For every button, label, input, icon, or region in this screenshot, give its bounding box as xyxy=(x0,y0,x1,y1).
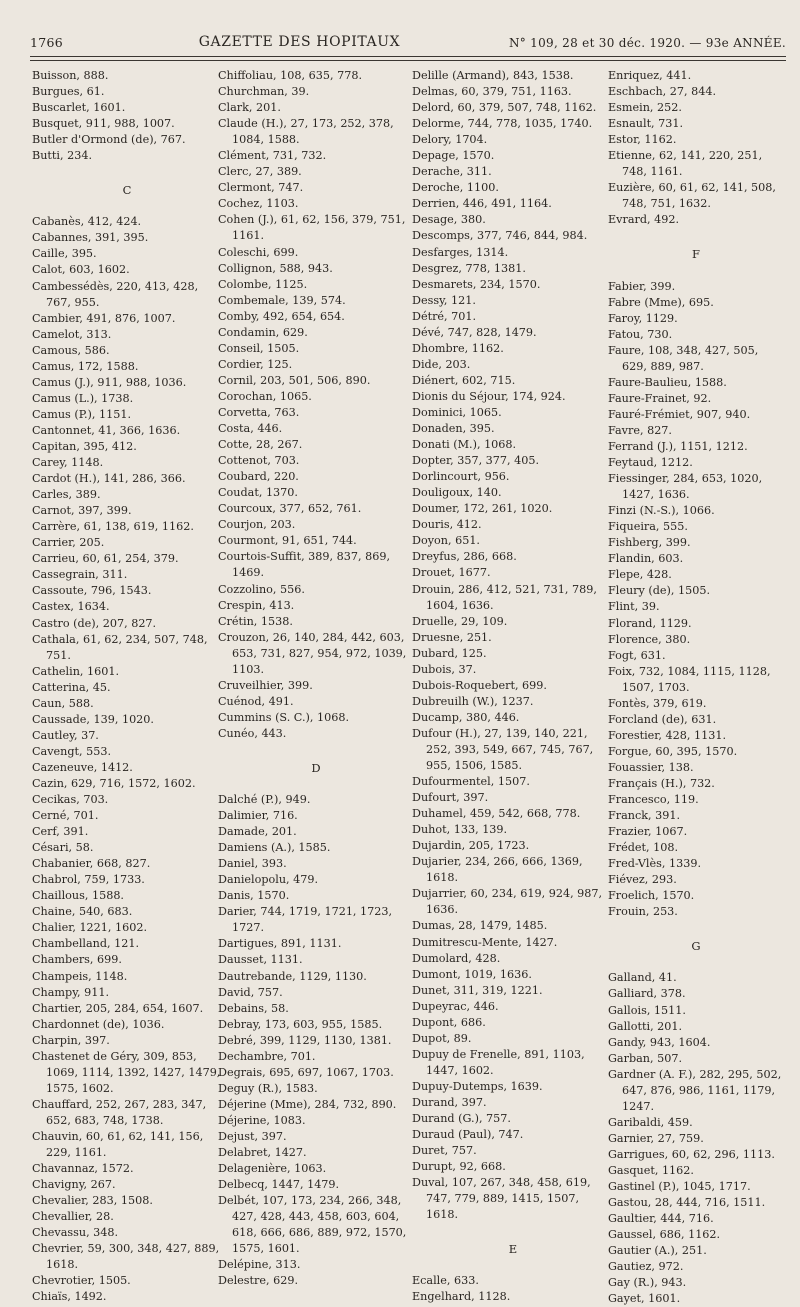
index-entry: Chaine, 540, 683. xyxy=(32,905,133,919)
index-entry: Duraud (Paul), 747. xyxy=(412,1128,524,1142)
index-entry: Gastinel (P.), 1045, 1717. xyxy=(608,1180,751,1194)
index-column-1 xyxy=(32,68,222,1304)
index-entry: Dumitrescu-Mente, 1427. xyxy=(412,935,558,949)
index-entry: Chauvin, 60, 61, 62, 141, 156, 229, 1161. xyxy=(32,1130,204,1160)
section-letter: C xyxy=(122,183,132,198)
index-entry: Esmein, 252. xyxy=(608,101,682,115)
index-entry: Faure-Baulieu, 1588. xyxy=(608,375,727,389)
index-entry: Chaillous, 1588. xyxy=(32,889,124,903)
index-entry: Gaussel, 686, 1162. xyxy=(608,1228,721,1242)
index-entry: Capitan, 395, 412. xyxy=(32,439,137,453)
index-entry: Gasquet, 1162. xyxy=(608,1164,694,1177)
index-entry: Delépine, 313. xyxy=(218,1258,301,1272)
index-entry: Delagenière, 1063. xyxy=(218,1162,327,1176)
index-column-2 xyxy=(218,68,414,1288)
index-entry: Drouet, 1677. xyxy=(412,566,491,580)
index-entry: Dionis du Séjour, 174, 924. xyxy=(412,389,566,403)
index-entry: Donaden, 395. xyxy=(412,422,495,436)
index-entry: Coudat, 1370. xyxy=(218,486,298,500)
index-entry: Eschbach, 27, 844. xyxy=(608,85,717,99)
index-entry: Druelle, 29, 109. xyxy=(412,614,508,628)
index-entry: Esnault, 731. xyxy=(608,117,684,131)
index-entry: Camus (L.), 1738. xyxy=(32,391,134,405)
index-entry: Chevalier, 283, 1508. xyxy=(32,1194,153,1208)
index-entry: Garibaldi, 459. xyxy=(608,1115,693,1129)
index-entry: Chastenet de Géry, 309, 853, 1069, 1114, 1392, 1427, 1479, 1575, 1602. xyxy=(32,1049,221,1095)
index-entry: Chambers, 699. xyxy=(32,953,122,967)
index-entry: Collignon, 588, 943. xyxy=(218,261,333,275)
index-entry: Chabrol, 759, 1733. xyxy=(32,873,145,887)
index-entry: Corvetta, 763. xyxy=(218,405,300,419)
index-entry: Flepe, 428. xyxy=(608,568,672,582)
index-entry: Champeis, 1148. xyxy=(32,969,128,983)
index-entry: Cantonnet, 41, 366, 1636. xyxy=(32,423,181,437)
index-entry: Gandy, 943, 1604. xyxy=(608,1035,711,1049)
index-entry: Chavannaz, 1572. xyxy=(32,1162,134,1176)
index-entry: Dominici, 1065. xyxy=(412,405,502,419)
index-entry: Fleury (de), 1505. xyxy=(608,584,711,598)
index-entry: Cohen (J.), 61, 62, 156, 379, 751, 1161. xyxy=(218,213,406,243)
section-letter: G xyxy=(691,939,701,954)
index-entry: Finzi (N.-S.), 1066. xyxy=(608,504,715,518)
index-entry: Dubois, 37. xyxy=(412,662,477,676)
index-entry: Gayet, 1601. xyxy=(608,1292,681,1306)
index-entry: Feytaud, 1212. xyxy=(608,456,693,470)
index-entry: Dubreuilh (W.), 1237. xyxy=(412,694,534,708)
index-entry: Cabannes, 391, 395. xyxy=(32,231,149,245)
index-entry: Caille, 395. xyxy=(32,247,97,261)
index-entry: Dide, 203. xyxy=(412,357,471,371)
index-column-3 xyxy=(412,68,614,1304)
page-header xyxy=(30,22,786,50)
index-entry: Dupuy de Frenelle, 891, 1103, 1447, 1602. xyxy=(412,1047,585,1077)
index-entry: Condamin, 629. xyxy=(218,325,308,339)
index-entry: Degrais, 695, 697, 1067, 1703. xyxy=(218,1065,394,1079)
index-entry: Crouzon, 26, 140, 284, 442, 603, 653, 731, 827, 954, 972, 1039, 1103. xyxy=(218,630,407,676)
index-entry: Doumer, 172, 261, 1020. xyxy=(412,502,553,516)
index-entry: Forestier, 428, 1131. xyxy=(608,728,727,742)
index-entry: Dufourmentel, 1507. xyxy=(412,775,530,789)
index-entry: Donati (M.), 1068. xyxy=(412,438,517,452)
index-entry: Cambessédès, 220, 413, 428, 767, 955. xyxy=(32,279,199,309)
index-entry: Déjerine, 1083. xyxy=(218,1113,306,1127)
index-entry: Dubard, 125. xyxy=(412,646,487,660)
index-entry: Cummins (S. C.), 1068. xyxy=(218,710,350,724)
journal-title: GAZETTE DES HOPITAUX xyxy=(198,34,401,50)
index-entry: Chevallier, 28. xyxy=(32,1210,114,1224)
index-entry: Crespin, 413. xyxy=(218,598,295,612)
index-entry: Butti, 234. xyxy=(32,149,93,163)
index-entry: Buisson, 888. xyxy=(32,69,109,82)
index-entry: Camous, 586. xyxy=(32,343,110,357)
index-entry: Camus (J.), 911, 988, 1036. xyxy=(32,375,187,389)
index-entry: Dumolard, 428. xyxy=(412,951,501,965)
index-entry: Damade, 201. xyxy=(218,825,297,839)
index-entry: Carrieu, 60, 61, 254, 379. xyxy=(32,552,179,566)
index-entry: Delory, 1704. xyxy=(412,133,488,147)
index-entry: Carnot, 397, 399. xyxy=(32,504,132,518)
index-entry: Coubard, 220. xyxy=(218,470,299,484)
index-entry: Fishberg, 399. xyxy=(608,536,691,550)
index-entry: Burgues, 61. xyxy=(32,85,105,99)
index-entry: Cerf, 391. xyxy=(32,825,89,839)
index-entry: Fiessinger, 284, 653, 1020, 1427, 1636. xyxy=(608,472,763,502)
index-entry: Gallotti, 201. xyxy=(608,1019,683,1033)
index-entry: Ecalle, 633. xyxy=(412,1274,479,1288)
index-entry: Fabier, 399. xyxy=(608,279,676,293)
index-entry: Gaultier, 444, 716. xyxy=(608,1212,714,1226)
index-entry: Charpin, 397. xyxy=(32,1033,110,1047)
index-entry: Comby, 492, 654, 654. xyxy=(218,309,345,323)
index-entry: Duval, 107, 267, 348, 458, 619, 747, 779, 889, 1415, 1507, 1618. xyxy=(412,1176,591,1222)
index-entry: Dupeyrac, 446. xyxy=(412,999,499,1013)
index-entry: Derache, 311. xyxy=(412,165,492,179)
index-entry: Fiévez, 293. xyxy=(608,873,677,887)
index-entry: Deroche, 1100. xyxy=(412,181,499,195)
index-entry: Fred-Vlès, 1339. xyxy=(608,857,702,871)
index-entry: David, 757. xyxy=(218,985,283,999)
index-entry: Dunet, 311, 319, 1221. xyxy=(412,983,543,997)
index-entry: Courtois-Suffit, 389, 837, 869, 1469. xyxy=(218,550,391,580)
index-entry: Colombe, 1125. xyxy=(218,277,308,291)
index-entry: Delord, 60, 379, 507, 748, 1162. xyxy=(412,101,597,115)
index-entry: Butler d'Ormond (de), 767. xyxy=(32,133,186,147)
index-entry: Claude (H.), 27, 173, 252, 378, 1084, 1588. xyxy=(218,117,394,147)
index-entry: Dhombre, 1162. xyxy=(412,341,504,355)
index-entry: Dumont, 1019, 1636. xyxy=(412,967,532,981)
index-entry: Cerné, 701. xyxy=(32,809,99,823)
index-entry: Cornil, 203, 501, 506, 890. xyxy=(218,373,371,387)
index-entry: Dujarier, 234, 266, 666, 1369, 1618. xyxy=(412,855,583,885)
index-entry: Douligoux, 140. xyxy=(412,486,502,500)
index-entry: Delmas, 60, 379, 751, 1163. xyxy=(412,85,572,99)
index-entry: Cautley, 37. xyxy=(32,728,99,742)
index-entry: Chalier, 1221, 1602. xyxy=(32,921,148,935)
index-entry: Galland, 41. xyxy=(608,971,677,985)
index-entry: Catterina, 45. xyxy=(32,680,111,694)
index-entry: Crétin, 1538. xyxy=(218,614,293,628)
index-entry: Césari, 58. xyxy=(32,841,94,855)
index-entry: Delabret, 1427. xyxy=(218,1146,307,1160)
index-entry: Corochan, 1065. xyxy=(218,389,312,403)
index-entry: Costa, 446. xyxy=(218,422,283,436)
index-entry: Dubois-Roquebert, 699. xyxy=(412,678,547,692)
section-letter: E xyxy=(508,1242,518,1257)
index-entry: Fontès, 379, 619. xyxy=(608,696,707,710)
index-entry: Fogt, 631. xyxy=(608,648,666,662)
index-entry: Garban, 507. xyxy=(608,1051,683,1065)
index-entry: Engelhard, 1128. xyxy=(412,1290,511,1304)
index-entry: Gay (R.), 943. xyxy=(608,1276,687,1290)
index-entry: Cunéo, 443. xyxy=(218,726,287,740)
index-entry: Coleschi, 699. xyxy=(218,245,299,259)
index-entry: Fiqueira, 555. xyxy=(608,520,688,534)
index-entry: Cotte, 28, 267. xyxy=(218,438,303,452)
index-entry: Dessy, 121. xyxy=(412,293,476,307)
index-entry: Chabanier, 668, 827. xyxy=(32,857,151,871)
index-entry: Clermont, 747. xyxy=(218,181,304,195)
index-entry: Carey, 1148. xyxy=(32,456,104,470)
index-entry: Cavengt, 553. xyxy=(32,744,112,758)
index-entry: Clément, 731, 732. xyxy=(218,149,327,163)
index-entry: Dorlincourt, 956. xyxy=(412,470,510,484)
index-entry: Cazeneuve, 1412. xyxy=(32,760,133,774)
index-entry: Delestre, 629. xyxy=(218,1274,299,1288)
index-entry: Druesne, 251. xyxy=(412,630,492,644)
index-entry: Détré, 701. xyxy=(412,309,477,323)
index-entry: Chiffoliau, 108, 635, 778. xyxy=(218,69,363,82)
index-entry: Castro (de), 207, 827. xyxy=(32,616,157,630)
index-entry: Franck, 391. xyxy=(608,809,681,823)
index-entry: Churchman, 39. xyxy=(218,85,310,99)
index-entry: Douris, 412. xyxy=(412,518,482,532)
index-entry: Chambelland, 121. xyxy=(32,937,140,951)
index-entry: Chevrier, 59, 300, 348, 427, 889, 1618. xyxy=(32,1242,220,1272)
index-entry: Carrère, 61, 138, 619, 1162. xyxy=(32,520,194,534)
index-entry: Gardner (A. F.), 282, 295, 502, 647, 876, 986, 1161, 1179, 1247. xyxy=(608,1067,782,1113)
index-entry: Desage, 380. xyxy=(412,213,486,227)
index-entry: Cottenot, 703. xyxy=(218,454,300,468)
index-entry: Chiaïs, 1492. xyxy=(32,1290,107,1304)
index-entry: Chevassu, 348. xyxy=(32,1226,119,1240)
index-entry: Cambier, 491, 876, 1007. xyxy=(32,311,176,325)
index-entry: Cozzolino, 556. xyxy=(218,582,305,596)
index-entry: Duhamel, 459, 542, 668, 778. xyxy=(412,807,581,821)
index-entry: Cruveilhier, 399. xyxy=(218,678,313,692)
index-entry: Dujarrier, 60, 234, 619, 924, 987, 1636. xyxy=(412,887,603,917)
index-entry: Durand (G.), 757. xyxy=(412,1112,511,1126)
index-entry: Chardonnet (de), 1036. xyxy=(32,1017,165,1031)
index-entry: Chauffard, 252, 267, 283, 347, 652, 683, 748, 1738. xyxy=(32,1097,207,1127)
index-entry: Derrien, 446, 491, 1164. xyxy=(412,197,552,211)
index-entry: Foix, 732, 1084, 1115, 1128, 1507, 1703. xyxy=(608,664,771,694)
index-entry: Florand, 1129. xyxy=(608,616,692,630)
index-entry: Dechambre, 701. xyxy=(218,1049,316,1063)
header-rule xyxy=(30,56,786,57)
index-entry: Cassoute, 796, 1543. xyxy=(32,584,152,598)
index-entry: Caussade, 139, 1020. xyxy=(32,712,154,726)
index-entry: Courcoux, 377, 652, 761. xyxy=(218,502,362,516)
index-entry: Camus (P.), 1151. xyxy=(32,407,132,421)
index-entry: Garnier, 27, 759. xyxy=(608,1131,704,1145)
index-entry: Dejust, 397. xyxy=(218,1130,287,1143)
index-entry: Cabanès, 412, 424. xyxy=(32,215,142,229)
index-entry: Dopter, 357, 377, 405. xyxy=(412,454,540,468)
index-entry: Dalimier, 716. xyxy=(218,809,298,823)
index-entry: Dalché (P.), 949. xyxy=(218,793,311,807)
index-entry: Fouassier, 138. xyxy=(608,760,694,774)
index-entry: Danis, 1570. xyxy=(218,889,290,903)
index-entry: Durand, 397. xyxy=(412,1096,487,1109)
index-entry: Busquet, 911, 988, 1007. xyxy=(32,117,175,131)
index-entry: Duret, 757. xyxy=(412,1144,477,1158)
index-entry: Faroy, 1129. xyxy=(608,311,678,325)
section-letter: D xyxy=(311,760,321,775)
index-entry: Dufourt, 397. xyxy=(412,791,489,805)
index-column-4 xyxy=(608,68,784,1306)
index-entry: Dausset, 1131. xyxy=(218,953,303,967)
index-entry: Combemale, 139, 574. xyxy=(218,293,346,307)
index-entry: Desfarges, 1314. xyxy=(412,245,509,259)
index-entry: Champy, 911. xyxy=(32,985,110,999)
issue-info: N° 109, 28 et 30 déc. 1920. — 93e ANNÉE. xyxy=(508,36,786,50)
index-entry: Caun, 588. xyxy=(32,696,94,710)
index-entry: Cochez, 1103. xyxy=(218,197,299,211)
index-entry: Buscarlet, 1601. xyxy=(32,101,126,115)
index-entry: Descomps, 377, 746, 844, 984. xyxy=(412,229,588,243)
index-entry: Frazier, 1067. xyxy=(608,825,688,839)
index-entry: Duhot, 133, 139. xyxy=(412,823,508,837)
index-entry: Dufour (H.), 27, 139, 140, 221, 252, 393, 549, 667, 745, 767, 955, 1506, 1585. xyxy=(412,726,594,773)
index-entry: Frouin, 253. xyxy=(608,905,678,919)
index-entry: Evrard, 492. xyxy=(608,213,680,227)
index-entry: Frédet, 108. xyxy=(608,841,679,855)
index-entry: Enriquez, 441. xyxy=(608,69,692,82)
index-entry: Cazin, 629, 716, 1572, 1602. xyxy=(32,776,196,790)
index-entry: Etienne, 62, 141, 220, 251, 748, 1161. xyxy=(608,149,763,179)
index-entry: Debray, 173, 603, 955, 1585. xyxy=(218,1017,383,1031)
index-entry: Courjon, 203. xyxy=(218,518,296,532)
index-entry: Chavigny, 267. xyxy=(32,1178,116,1192)
index-entry: Delbecq, 1447, 1479. xyxy=(218,1178,340,1192)
index-entry: Courmont, 91, 651, 744. xyxy=(218,534,357,548)
index-entry: Euzière, 60, 61, 62, 141, 508, 748, 751, 1632. xyxy=(608,181,776,211)
index-entry: Debré, 399, 1129, 1130, 1381. xyxy=(218,1033,392,1047)
index-entry: Froelich, 1570. xyxy=(608,889,695,903)
index-entry: Cathala, 61, 62, 234, 507, 748, 751. xyxy=(32,632,208,662)
index-entry: Fauré-Frémiet, 907, 940. xyxy=(608,407,751,421)
index-entry: Delbét, 107, 173, 234, 266, 348, 427, 428, 443, 458, 603, 604, 618, 666, 686, 889, 972, 1570, 1575, 1601. xyxy=(218,1194,407,1256)
index-entry: Dautrebande, 1129, 1130. xyxy=(218,969,367,983)
index-entry: Dujardin, 205, 1723. xyxy=(412,839,530,853)
index-entry: Favre, 827. xyxy=(608,423,672,437)
index-entry: Durupt, 92, 668. xyxy=(412,1160,506,1174)
index-entry: Flint, 39. xyxy=(608,600,660,614)
index-entry: Faure, 108, 348, 427, 505, 629, 889, 987. xyxy=(608,343,759,373)
index-entry: Français (H.), 732. xyxy=(608,776,715,790)
index-entry: Deguy (R.), 1583. xyxy=(218,1081,318,1095)
index-entry: Camus, 172, 1588. xyxy=(32,359,139,373)
index-entry: Ferrand (J.), 1151, 1212. xyxy=(608,439,748,453)
index-entry: Forcland (de), 631. xyxy=(608,712,717,726)
index-entry: Gautier (A.), 251. xyxy=(608,1244,707,1258)
index-entry: Clerc, 27, 389. xyxy=(218,165,302,179)
index-entry: Dartigues, 891, 1131. xyxy=(218,937,342,951)
index-entry: Drouin, 286, 412, 521, 731, 789, 1604, 1636. xyxy=(412,582,597,612)
section-letter: F xyxy=(692,247,700,262)
index-entry: Daniel, 393. xyxy=(218,857,287,871)
index-entry: Dupont, 686. xyxy=(412,1015,486,1029)
index-entry: Déjerine (Mme), 284, 732, 890. xyxy=(218,1097,397,1111)
index-entry: Chartier, 205, 284, 654, 1607. xyxy=(32,1001,204,1015)
index-entry: Castex, 1634. xyxy=(32,600,110,614)
index-entry: Ducamp, 380, 446. xyxy=(412,710,520,724)
index-entry: Chevrotier, 1505. xyxy=(32,1274,131,1288)
index-entry: Desmarets, 234, 1570. xyxy=(412,277,541,291)
index-entry: Garrigues, 60, 62, 296, 1113. xyxy=(608,1147,775,1161)
index-columns xyxy=(32,68,790,1306)
index-entry: Camelot, 313. xyxy=(32,327,112,341)
index-entry: Fabre (Mme), 695. xyxy=(608,295,714,309)
index-entry: Delorme, 744, 778, 1035, 1740. xyxy=(412,117,593,131)
index-entry: Doyon, 651. xyxy=(412,534,480,548)
index-entry: Conseil, 1505. xyxy=(218,341,300,355)
index-entry: Cathelin, 1601. xyxy=(32,664,120,678)
index-entry: Gallois, 1511. xyxy=(608,1003,686,1017)
index-entry: Fatou, 730. xyxy=(608,327,673,341)
index-entry: Cordier, 125. xyxy=(218,357,293,371)
index-entry: Calot, 603, 1602. xyxy=(32,263,130,277)
header-rule-inner xyxy=(30,60,786,61)
index-entry: Cecikas, 703. xyxy=(32,793,109,807)
index-entry: Cardot (H.), 141, 286, 366. xyxy=(32,472,186,486)
index-entry: Dupot, 89. xyxy=(412,1031,472,1045)
index-entry: Debains, 58. xyxy=(218,1001,289,1015)
index-entry: Cassegrain, 311. xyxy=(32,568,128,582)
index-entry: Francesco, 119. xyxy=(608,793,699,807)
index-entry: Faure-Frainet, 92. xyxy=(608,391,712,405)
index-entry: Cuénod, 491. xyxy=(218,694,294,708)
index-entry: Gastou, 28, 444, 716, 1511. xyxy=(608,1196,766,1210)
index-entry: Carles, 389. xyxy=(32,488,101,502)
index-entry: Danielopolu, 479. xyxy=(218,873,319,887)
index-entry: Florence, 380. xyxy=(608,632,691,646)
index-entry: Dumas, 28, 1479, 1485. xyxy=(412,919,548,933)
index-entry: Depage, 1570. xyxy=(412,149,495,163)
index-entry: Darier, 744, 1719, 1721, 1723, 1727. xyxy=(218,905,393,935)
index-entry: Forgue, 60, 395, 1570. xyxy=(608,744,738,758)
index-entry: Estor, 1162. xyxy=(608,133,677,147)
index-entry: Galliard, 378. xyxy=(608,987,686,1001)
index-entry: Desgrez, 778, 1381. xyxy=(412,261,526,275)
index-entry: Dévé, 747, 828, 1479. xyxy=(412,325,537,339)
index-entry: Damiens (A.), 1585. xyxy=(218,841,331,855)
page-number: 1766 xyxy=(30,35,64,50)
index-entry: Dreyfus, 286, 668. xyxy=(412,550,517,564)
index-entry: Carrier, 205. xyxy=(32,536,105,550)
index-entry: Clark, 201. xyxy=(218,101,281,115)
index-entry: Dupuy-Dutemps, 1639. xyxy=(412,1079,543,1093)
index-entry: Diénert, 602, 715. xyxy=(412,373,516,387)
index-entry: Gautiez, 972. xyxy=(608,1260,684,1274)
index-entry: Delille (Armand), 843, 1538. xyxy=(412,69,574,82)
index-entry: Flandin, 603. xyxy=(608,552,684,566)
